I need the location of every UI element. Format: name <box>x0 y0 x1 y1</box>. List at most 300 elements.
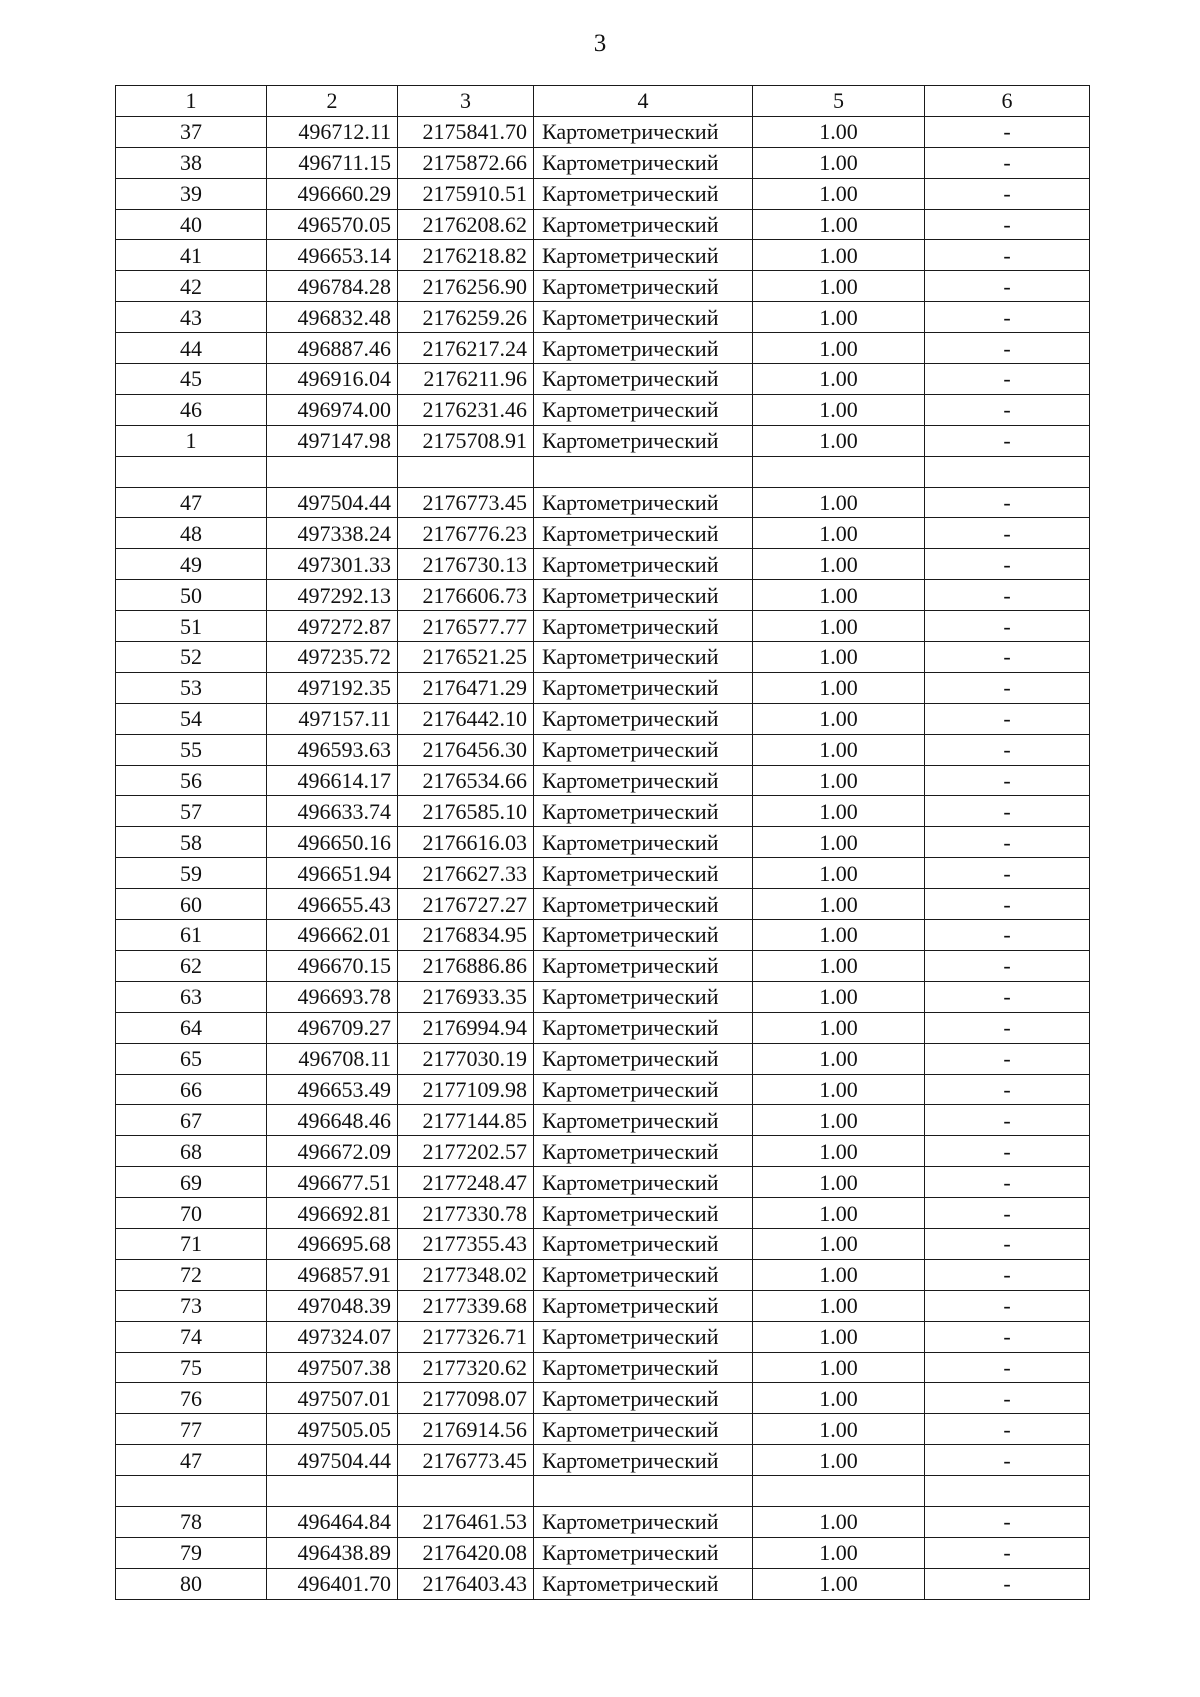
table-row <box>116 1537 1090 1568</box>
cell-method: Картометрический <box>534 1167 753 1198</box>
cell-method: Картометрический <box>534 1228 753 1259</box>
cell-point-number: 52 <box>116 642 267 673</box>
cell-accuracy: 1.00 <box>753 271 925 302</box>
cell-y-coordinate: 2176461.53 <box>398 1506 534 1537</box>
cell-note: - <box>925 1074 1090 1105</box>
cell-note: - <box>925 1167 1090 1198</box>
cell-method: Картометрический <box>534 178 753 209</box>
cell-method: Картометрический <box>534 1290 753 1321</box>
cell-method: Картометрический <box>534 1568 753 1599</box>
cell-accuracy: 1.00 <box>753 1228 925 1259</box>
table-row <box>116 734 1090 765</box>
cell-x-coordinate: 496653.14 <box>267 240 398 271</box>
cell-accuracy: 1.00 <box>753 147 925 178</box>
cell-accuracy: 1.00 <box>753 1383 925 1414</box>
table-row <box>116 425 1090 456</box>
cell-accuracy: 1.00 <box>753 178 925 209</box>
cell-x-coordinate: 497272.87 <box>267 611 398 642</box>
cell-point-number: 77 <box>116 1414 267 1445</box>
table-row <box>116 487 1090 518</box>
table-row <box>116 116 1090 147</box>
cell-x-coordinate: 497235.72 <box>267 642 398 673</box>
cell-note: - <box>925 518 1090 549</box>
cell-x-coordinate: 496709.27 <box>267 1012 398 1043</box>
cell-y-coordinate: 2177326.71 <box>398 1321 534 1352</box>
table-row <box>116 1321 1090 1352</box>
table-row <box>116 364 1090 395</box>
table-row <box>116 271 1090 302</box>
cell-point-number: 56 <box>116 765 267 796</box>
table-row <box>116 827 1090 858</box>
cell-accuracy: 1.00 <box>753 1290 925 1321</box>
cell-x-coordinate: 497505.05 <box>267 1414 398 1445</box>
cell-accuracy <box>753 1476 925 1507</box>
cell-y-coordinate: 2177248.47 <box>398 1167 534 1198</box>
cell-method: Картометрический <box>534 240 753 271</box>
cell-method: Картометрический <box>534 1012 753 1043</box>
cell-note: - <box>925 981 1090 1012</box>
cell-x-coordinate: 496593.63 <box>267 734 398 765</box>
cell-method: Картометрический <box>534 1321 753 1352</box>
cell-point-number: 79 <box>116 1537 267 1568</box>
cell-point-number: 68 <box>116 1136 267 1167</box>
cell-accuracy: 1.00 <box>753 703 925 734</box>
cell-method: Картометрический <box>534 549 753 580</box>
cell-point-number: 62 <box>116 950 267 981</box>
cell-accuracy: 1.00 <box>753 333 925 364</box>
header-row <box>116 86 1090 117</box>
cell-y-coordinate: 2176886.86 <box>398 950 534 981</box>
cell-x-coordinate: 496832.48 <box>267 302 398 333</box>
cell-method: Картометрический <box>534 1105 753 1136</box>
cell-x-coordinate: 496464.84 <box>267 1506 398 1537</box>
header-cell-3: 3 <box>398 86 534 117</box>
cell-y-coordinate: 2176914.56 <box>398 1414 534 1445</box>
cell-x-coordinate: 496672.09 <box>267 1136 398 1167</box>
cell-point-number: 80 <box>116 1568 267 1599</box>
cell-x-coordinate: 497147.98 <box>267 425 398 456</box>
cell-note: - <box>925 889 1090 920</box>
table-row <box>116 178 1090 209</box>
cell-note: - <box>925 394 1090 425</box>
cell-y-coordinate: 2176218.82 <box>398 240 534 271</box>
cell-y-coordinate: 2176256.90 <box>398 271 534 302</box>
cell-point-number: 55 <box>116 734 267 765</box>
table-header <box>116 86 1090 117</box>
cell-method: Картометрический <box>534 518 753 549</box>
cell-note: - <box>925 1198 1090 1229</box>
cell-accuracy: 1.00 <box>753 487 925 518</box>
cell-accuracy: 1.00 <box>753 1352 925 1383</box>
cell-accuracy: 1.00 <box>753 240 925 271</box>
cell-point-number: 71 <box>116 1228 267 1259</box>
cell-note: - <box>925 549 1090 580</box>
cell-point-number: 64 <box>116 1012 267 1043</box>
cell-x-coordinate <box>267 1476 398 1507</box>
header-cell-4: 4 <box>534 86 753 117</box>
cell-x-coordinate: 496648.46 <box>267 1105 398 1136</box>
table-row <box>116 1476 1090 1507</box>
table-row <box>116 209 1090 240</box>
cell-y-coordinate: 2176259.26 <box>398 302 534 333</box>
cell-accuracy: 1.00 <box>753 116 925 147</box>
table-row <box>116 1383 1090 1414</box>
table-row <box>116 1568 1090 1599</box>
cell-note: - <box>925 1383 1090 1414</box>
cell-point-number: 63 <box>116 981 267 1012</box>
cell-method: Картометрический <box>534 1506 753 1537</box>
cell-x-coordinate: 496677.51 <box>267 1167 398 1198</box>
cell-method: Картометрический <box>534 147 753 178</box>
cell-x-coordinate: 496708.11 <box>267 1043 398 1074</box>
cell-note: - <box>925 1537 1090 1568</box>
cell-note: - <box>925 580 1090 611</box>
table-row <box>116 240 1090 271</box>
cell-x-coordinate: 497504.44 <box>267 487 398 518</box>
cell-y-coordinate: 2176211.96 <box>398 364 534 395</box>
cell-note: - <box>925 642 1090 673</box>
table-row <box>116 642 1090 673</box>
cell-y-coordinate: 2176994.94 <box>398 1012 534 1043</box>
cell-y-coordinate: 2176730.13 <box>398 549 534 580</box>
cell-accuracy: 1.00 <box>753 1012 925 1043</box>
cell-note: - <box>925 1136 1090 1167</box>
cell-note: - <box>925 1414 1090 1445</box>
cell-method: Картометрический <box>534 1043 753 1074</box>
cell-y-coordinate: 2177202.57 <box>398 1136 534 1167</box>
cell-accuracy: 1.00 <box>753 1414 925 1445</box>
cell-x-coordinate: 496438.89 <box>267 1537 398 1568</box>
cell-x-coordinate: 497338.24 <box>267 518 398 549</box>
cell-method: Картометрический <box>534 642 753 673</box>
cell-note: - <box>925 703 1090 734</box>
table-row <box>116 1136 1090 1167</box>
table-row <box>116 981 1090 1012</box>
cell-x-coordinate: 496570.05 <box>267 209 398 240</box>
cell-point-number: 59 <box>116 858 267 889</box>
cell-point-number: 72 <box>116 1259 267 1290</box>
cell-y-coordinate: 2177030.19 <box>398 1043 534 1074</box>
cell-x-coordinate: 496655.43 <box>267 889 398 920</box>
cell-point-number: 47 <box>116 1445 267 1476</box>
cell-method: Картометрический <box>534 611 753 642</box>
cell-note: - <box>925 1012 1090 1043</box>
cell-y-coordinate: 2176727.27 <box>398 889 534 920</box>
cell-note: - <box>925 765 1090 796</box>
cell-y-coordinate: 2176773.45 <box>398 487 534 518</box>
table-row <box>116 1290 1090 1321</box>
cell-y-coordinate: 2177339.68 <box>398 1290 534 1321</box>
table-row <box>116 147 1090 178</box>
cell-y-coordinate: 2177348.02 <box>398 1259 534 1290</box>
table-row <box>116 1259 1090 1290</box>
cell-method: Картометрический <box>534 796 753 827</box>
table-row <box>116 1445 1090 1476</box>
cell-method: Картометрический <box>534 1352 753 1383</box>
cell-x-coordinate: 496692.81 <box>267 1198 398 1229</box>
cell-method: Картометрический <box>534 889 753 920</box>
cell-method: Картометрический <box>534 1074 753 1105</box>
cell-method: Картометрический <box>534 580 753 611</box>
table-row <box>116 1352 1090 1383</box>
cell-method: Картометрический <box>534 1198 753 1229</box>
cell-x-coordinate: 496711.15 <box>267 147 398 178</box>
cell-y-coordinate: 2176834.95 <box>398 920 534 951</box>
cell-note: - <box>925 1445 1090 1476</box>
cell-accuracy: 1.00 <box>753 1537 925 1568</box>
table-row <box>116 1228 1090 1259</box>
cell-y-coordinate: 2176420.08 <box>398 1537 534 1568</box>
cell-y-coordinate: 2177144.85 <box>398 1105 534 1136</box>
cell-y-coordinate: 2176231.46 <box>398 394 534 425</box>
cell-method: Картометрический <box>534 950 753 981</box>
cell-method: Картометрический <box>534 1537 753 1568</box>
cell-method: Картометрический <box>534 364 753 395</box>
cell-note: - <box>925 240 1090 271</box>
cell-x-coordinate: 496401.70 <box>267 1568 398 1599</box>
table-row <box>116 765 1090 796</box>
cell-accuracy: 1.00 <box>753 518 925 549</box>
cell-method: Картометрический <box>534 672 753 703</box>
cell-accuracy: 1.00 <box>753 734 925 765</box>
cell-method: Картометрический <box>534 333 753 364</box>
cell-y-coordinate: 2176773.45 <box>398 1445 534 1476</box>
cell-note: - <box>925 178 1090 209</box>
cell-point-number: 69 <box>116 1167 267 1198</box>
cell-x-coordinate: 497504.44 <box>267 1445 398 1476</box>
cell-y-coordinate <box>398 456 534 487</box>
cell-note: - <box>925 364 1090 395</box>
cell-method: Картометрический <box>534 487 753 518</box>
cell-method: Картометрический <box>534 1259 753 1290</box>
cell-note: - <box>925 858 1090 889</box>
cell-point-number: 78 <box>116 1506 267 1537</box>
cell-accuracy: 1.00 <box>753 642 925 673</box>
cell-accuracy: 1.00 <box>753 1259 925 1290</box>
cell-method: Картометрический <box>534 734 753 765</box>
cell-note: - <box>925 796 1090 827</box>
cell-y-coordinate: 2176776.23 <box>398 518 534 549</box>
table-row <box>116 1105 1090 1136</box>
cell-x-coordinate: 496712.11 <box>267 116 398 147</box>
coordinates-table <box>115 85 1090 1600</box>
cell-point-number: 47 <box>116 487 267 518</box>
cell-y-coordinate: 2177355.43 <box>398 1228 534 1259</box>
cell-accuracy: 1.00 <box>753 1506 925 1537</box>
table-row <box>116 1043 1090 1074</box>
cell-note: - <box>925 147 1090 178</box>
cell-x-coordinate: 496916.04 <box>267 364 398 395</box>
table-row <box>116 394 1090 425</box>
cell-note: - <box>925 302 1090 333</box>
table-row <box>116 518 1090 549</box>
cell-point-number <box>116 1476 267 1507</box>
cell-accuracy: 1.00 <box>753 1198 925 1229</box>
cell-note: - <box>925 1105 1090 1136</box>
cell-accuracy: 1.00 <box>753 858 925 889</box>
cell-method: Картометрический <box>534 394 753 425</box>
cell-point-number: 39 <box>116 178 267 209</box>
cell-method: Картометрический <box>534 116 753 147</box>
cell-y-coordinate: 2176577.77 <box>398 611 534 642</box>
cell-note: - <box>925 1290 1090 1321</box>
header-cell-2: 2 <box>267 86 398 117</box>
cell-y-coordinate: 2176534.66 <box>398 765 534 796</box>
table-row <box>116 1012 1090 1043</box>
cell-method: Картометрический <box>534 981 753 1012</box>
cell-note <box>925 456 1090 487</box>
cell-x-coordinate: 496887.46 <box>267 333 398 364</box>
cell-note: - <box>925 827 1090 858</box>
header-cell-5: 5 <box>753 86 925 117</box>
cell-x-coordinate: 497292.13 <box>267 580 398 611</box>
cell-note: - <box>925 487 1090 518</box>
cell-accuracy: 1.00 <box>753 1105 925 1136</box>
cell-point-number <box>116 456 267 487</box>
cell-note: - <box>925 209 1090 240</box>
cell-y-coordinate: 2177098.07 <box>398 1383 534 1414</box>
cell-accuracy <box>753 456 925 487</box>
cell-method: Картометрический <box>534 1383 753 1414</box>
cell-x-coordinate: 496974.00 <box>267 394 398 425</box>
cell-method: Картометрический <box>534 827 753 858</box>
table-row <box>116 703 1090 734</box>
cell-y-coordinate: 2176933.35 <box>398 981 534 1012</box>
cell-note: - <box>925 920 1090 951</box>
header-cell-1: 1 <box>116 86 267 117</box>
cell-y-coordinate: 2175841.70 <box>398 116 534 147</box>
cell-accuracy: 1.00 <box>753 1074 925 1105</box>
cell-x-coordinate: 497507.01 <box>267 1383 398 1414</box>
cell-note: - <box>925 1043 1090 1074</box>
table-row <box>116 796 1090 827</box>
cell-method: Картометрический <box>534 703 753 734</box>
cell-accuracy: 1.00 <box>753 672 925 703</box>
cell-y-coordinate: 2176442.10 <box>398 703 534 734</box>
cell-point-number: 53 <box>116 672 267 703</box>
cell-accuracy: 1.00 <box>753 1136 925 1167</box>
cell-y-coordinate: 2175708.91 <box>398 425 534 456</box>
cell-accuracy: 1.00 <box>753 765 925 796</box>
cell-method: Картометрический <box>534 1445 753 1476</box>
cell-x-coordinate: 497192.35 <box>267 672 398 703</box>
table-row <box>116 950 1090 981</box>
cell-note: - <box>925 1506 1090 1537</box>
cell-note: - <box>925 271 1090 302</box>
cell-y-coordinate: 2176521.25 <box>398 642 534 673</box>
cell-y-coordinate: 2175910.51 <box>398 178 534 209</box>
cell-method: Картометрический <box>534 858 753 889</box>
cell-note <box>925 1476 1090 1507</box>
cell-note: - <box>925 734 1090 765</box>
cell-point-number: 43 <box>116 302 267 333</box>
cell-accuracy: 1.00 <box>753 302 925 333</box>
cell-accuracy: 1.00 <box>753 1445 925 1476</box>
cell-method <box>534 456 753 487</box>
cell-point-number: 40 <box>116 209 267 240</box>
cell-y-coordinate: 2176403.43 <box>398 1568 534 1599</box>
cell-note: - <box>925 116 1090 147</box>
table-row <box>116 580 1090 611</box>
cell-x-coordinate: 496660.29 <box>267 178 398 209</box>
table-row <box>116 920 1090 951</box>
cell-method: Картометрический <box>534 209 753 240</box>
cell-x-coordinate: 496857.91 <box>267 1259 398 1290</box>
header-cell-6: 6 <box>925 86 1090 117</box>
cell-accuracy: 1.00 <box>753 920 925 951</box>
cell-y-coordinate: 2176217.24 <box>398 333 534 364</box>
cell-accuracy: 1.00 <box>753 1568 925 1599</box>
cell-point-number: 58 <box>116 827 267 858</box>
cell-x-coordinate: 497507.38 <box>267 1352 398 1383</box>
cell-method: Картометрический <box>534 765 753 796</box>
cell-point-number: 54 <box>116 703 267 734</box>
cell-method: Картометрический <box>534 1414 753 1445</box>
cell-method: Картометрический <box>534 302 753 333</box>
cell-point-number: 51 <box>116 611 267 642</box>
cell-point-number: 75 <box>116 1352 267 1383</box>
cell-accuracy: 1.00 <box>753 1043 925 1074</box>
cell-method: Картометрический <box>534 271 753 302</box>
table-row <box>116 1506 1090 1537</box>
cell-y-coordinate <box>398 1476 534 1507</box>
cell-note: - <box>925 1568 1090 1599</box>
cell-x-coordinate: 496670.15 <box>267 950 398 981</box>
cell-method: Картометрический <box>534 1136 753 1167</box>
cell-y-coordinate: 2176208.62 <box>398 209 534 240</box>
cell-note: - <box>925 1352 1090 1383</box>
cell-accuracy: 1.00 <box>753 796 925 827</box>
cell-x-coordinate: 496653.49 <box>267 1074 398 1105</box>
cell-point-number: 70 <box>116 1198 267 1229</box>
cell-note: - <box>925 1228 1090 1259</box>
cell-point-number: 76 <box>116 1383 267 1414</box>
cell-y-coordinate: 2176616.03 <box>398 827 534 858</box>
table-body <box>116 116 1090 1599</box>
cell-x-coordinate: 496614.17 <box>267 765 398 796</box>
cell-note: - <box>925 1321 1090 1352</box>
table-row <box>116 611 1090 642</box>
cell-accuracy: 1.00 <box>753 981 925 1012</box>
table-row <box>116 456 1090 487</box>
cell-accuracy: 1.00 <box>753 209 925 240</box>
cell-y-coordinate: 2176456.30 <box>398 734 534 765</box>
cell-accuracy: 1.00 <box>753 425 925 456</box>
cell-x-coordinate <box>267 456 398 487</box>
table-row <box>116 1198 1090 1229</box>
table-row <box>116 549 1090 580</box>
cell-accuracy: 1.00 <box>753 364 925 395</box>
cell-note: - <box>925 672 1090 703</box>
cell-note: - <box>925 333 1090 364</box>
cell-method: Картометрический <box>534 920 753 951</box>
cell-x-coordinate: 496695.68 <box>267 1228 398 1259</box>
cell-note: - <box>925 950 1090 981</box>
cell-point-number: 1 <box>116 425 267 456</box>
cell-note: - <box>925 1259 1090 1290</box>
cell-point-number: 48 <box>116 518 267 549</box>
cell-y-coordinate: 2176585.10 <box>398 796 534 827</box>
cell-point-number: 49 <box>116 549 267 580</box>
cell-x-coordinate: 496662.01 <box>267 920 398 951</box>
cell-x-coordinate: 497157.11 <box>267 703 398 734</box>
cell-accuracy: 1.00 <box>753 611 925 642</box>
cell-point-number: 38 <box>116 147 267 178</box>
cell-y-coordinate: 2176627.33 <box>398 858 534 889</box>
cell-y-coordinate: 2176606.73 <box>398 580 534 611</box>
cell-accuracy: 1.00 <box>753 580 925 611</box>
cell-accuracy: 1.00 <box>753 827 925 858</box>
